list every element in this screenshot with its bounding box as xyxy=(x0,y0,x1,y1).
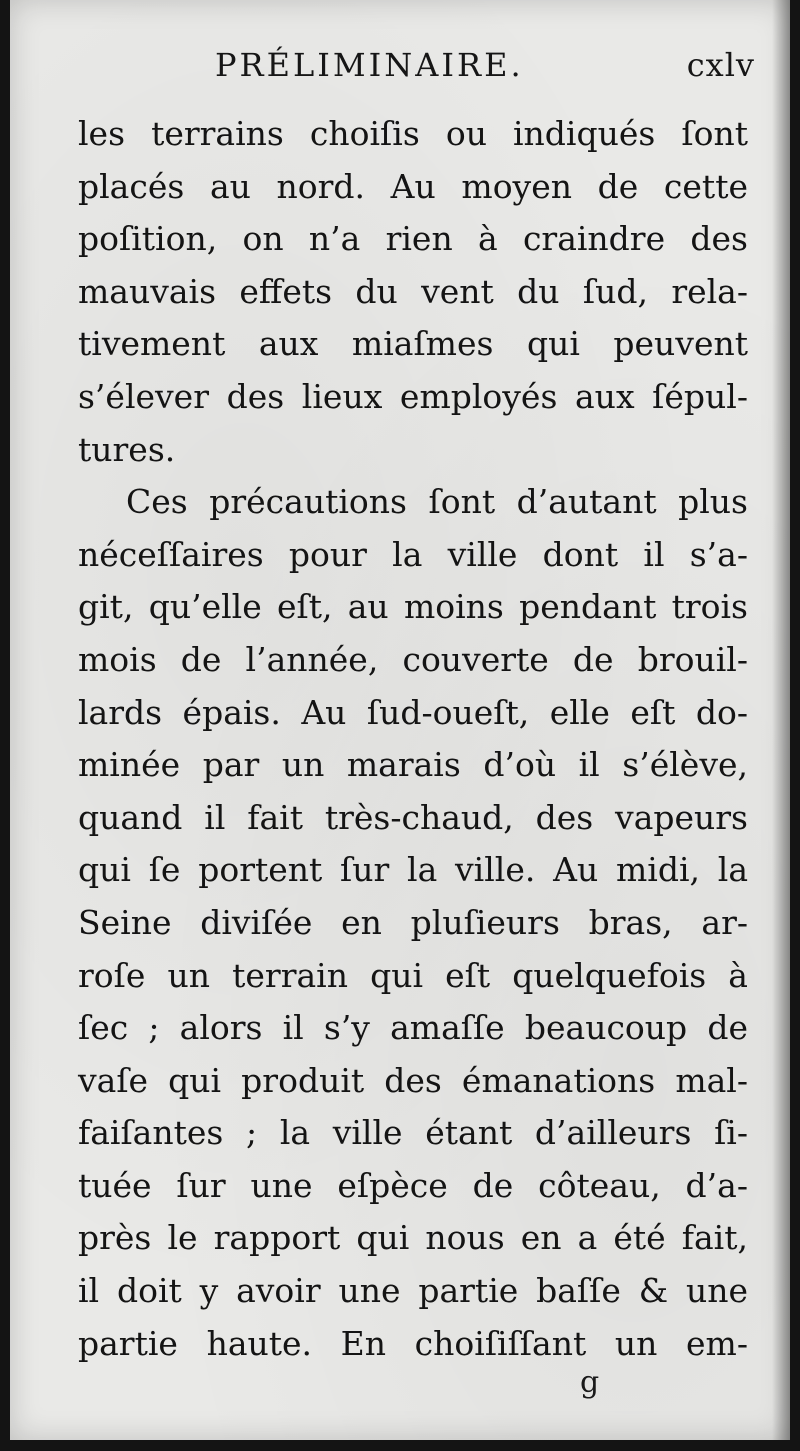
page-number: cxlv xyxy=(686,46,755,84)
text-line: mois de l’année, couverte de brouil- xyxy=(78,639,748,679)
text-line: minée par un marais d’où il s’élève, xyxy=(78,745,748,785)
text-line: lards épais. Au ſud-oueſt, elle eſt do- xyxy=(78,692,748,732)
text-line: Seine diviſée en pluſieurs bras, ar- xyxy=(78,902,748,942)
body-text xyxy=(78,108,748,1370)
running-head xyxy=(215,46,755,84)
text-line: placés au nord. Au moyen de cette xyxy=(78,166,748,206)
text-line: ſec ; alors il s’y amaſſe beaucoup de xyxy=(78,1008,748,1048)
text-line: près le rapport qui nous en a été fait, xyxy=(78,1218,748,1258)
text-line: partie haute. En choiſiſſant un em- xyxy=(78,1323,748,1363)
book-page xyxy=(10,0,790,1440)
signature-mark: g xyxy=(580,1365,600,1400)
text-line: quand il fait très-chaud, des vapeurs xyxy=(78,797,748,837)
text-line: qui ſe portent ſur la ville. Au midi, la xyxy=(78,850,748,890)
text-line: tuée ſur une eſpèce de côteau, d’a- xyxy=(78,1165,748,1205)
text-line: il doit y avoir une partie baſſe & une xyxy=(78,1271,748,1311)
text-line: tures. xyxy=(78,429,176,469)
text-line: vaſe qui produit des émanations mal- xyxy=(78,1060,748,1100)
text-line: Ces précautions ſont d’autant plus xyxy=(126,482,748,522)
text-line: néceſſaires pour la ville dont il s’a- xyxy=(78,534,748,574)
text-line: mauvais effets du vent du ſud, rela- xyxy=(78,271,748,311)
text-line: faiſantes ; la ville étant d’ailleurs ſi- xyxy=(78,1113,748,1153)
text-line: roſe un terrain qui eſt quelquefois à xyxy=(78,955,748,995)
running-title: PRÉLIMINAIRE. xyxy=(215,46,524,84)
text-line: les terrains choiſis ou indiqués ſont xyxy=(78,114,748,153)
text-line: tivement aux miaſmes qui peuvent xyxy=(78,324,748,364)
text-line: s’élever des lieux employés aux ſépul- xyxy=(78,376,748,416)
page-edge-shadow xyxy=(772,0,790,1440)
text-line: git, qu’elle eſt, au moins pendant trois xyxy=(78,587,748,627)
text-line: poſition, on n’a rien à craindre des xyxy=(78,219,748,259)
